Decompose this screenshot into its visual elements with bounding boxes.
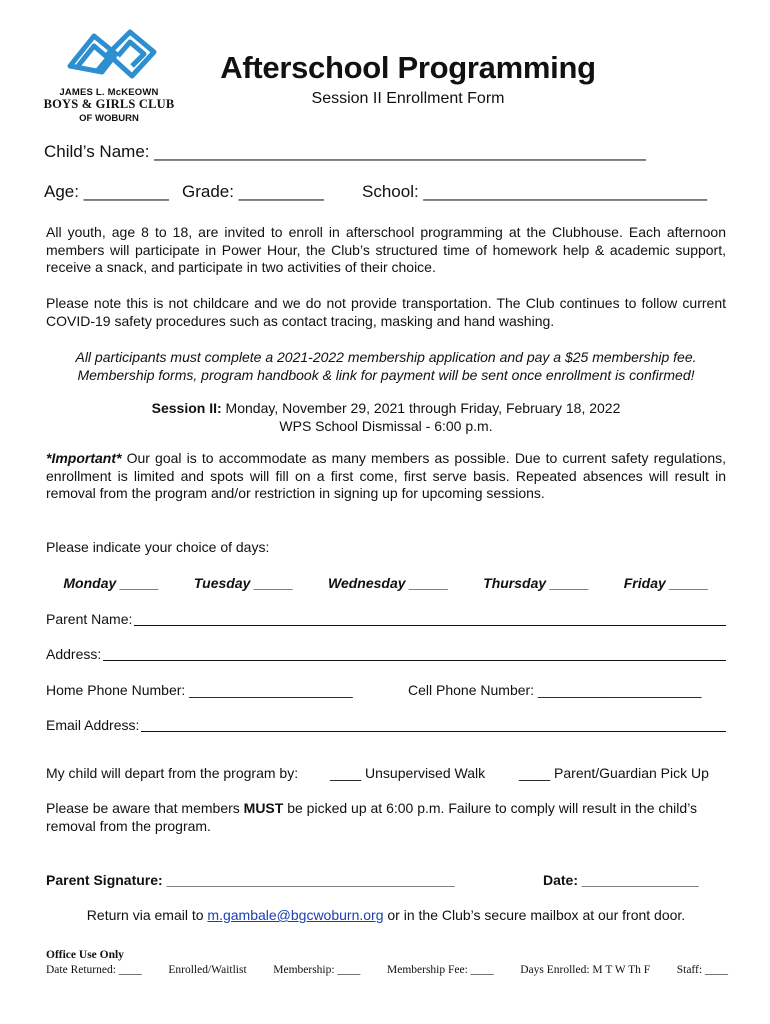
logo-text-line3: OF WOBURN xyxy=(79,113,139,124)
cell-phone-field[interactable]: Cell Phone Number: _____________________ xyxy=(408,682,702,698)
pickup-notice xyxy=(46,800,726,835)
page-title: Afterschool Programming xyxy=(220,50,596,85)
address-field[interactable] xyxy=(46,646,726,662)
address-label: Address: xyxy=(46,646,102,662)
departure-prompt: My child will depart from the program by: xyxy=(46,765,299,781)
important-label: *Important* xyxy=(46,450,122,466)
membership-line-1: All participants must complete a 2021-2022 membership application and pay a $25 membership fee. xyxy=(75,349,697,365)
important-text: Our goal is to accommodate as many members as possible. Due to current safety regulations, enrollment is limited and spots will fill on a first come, first serve basis. Repeated absences will result in removal from the program and/or restriction in signing up for upcoming sessions. xyxy=(46,450,726,501)
email-field[interactable] xyxy=(46,717,726,733)
logo-text-line2: BOYS & GIRLS CLUB xyxy=(43,97,175,111)
page-subtitle: Session II Enrollment Form xyxy=(311,90,505,107)
parent-name-label: Parent Name: xyxy=(46,611,133,627)
date-field[interactable]: Date: _______________ xyxy=(543,872,699,888)
days-choice-row xyxy=(46,575,726,591)
pickup-notice-after: be picked up at 6:00 p.m. Failure to comply will result in the child’s removal from the program. xyxy=(46,800,698,834)
note-paragraph: Please note this is not childcare and we do not provide transportation. The Club continues to follow current COVID-19 safety procedures such as contact tracing, masking and hand washing. xyxy=(46,295,726,329)
parent-name-line[interactable] xyxy=(134,611,726,626)
logo-text-line1: JAMES L. McKEOWN xyxy=(59,87,159,98)
return-email-link[interactable]: m.gambale@bgcwoburn.org xyxy=(207,907,384,923)
pickup-notice-must: MUST xyxy=(243,800,284,816)
address-line[interactable] xyxy=(103,646,726,661)
parent-signature-field[interactable]: Parent Signature: _____________________________________ xyxy=(46,872,455,888)
email-label: Email Address: xyxy=(46,717,140,733)
office-staff: Staff: ____ xyxy=(676,964,728,976)
office-days-enrolled: Days Enrolled: M T W Th F xyxy=(520,964,651,976)
dismissal-line: WPS School Dismissal - 6:00 p.m. xyxy=(279,418,493,434)
return-before: Return via email to xyxy=(86,907,208,923)
day-friday[interactable]: Friday _____ xyxy=(623,575,709,591)
day-monday[interactable]: Monday _____ xyxy=(63,575,160,591)
session-dates: Monday, November 29, 2021 through Friday, February 18, 2022 xyxy=(221,400,621,416)
day-thursday[interactable]: Thursday _____ xyxy=(483,575,589,591)
return-instructions xyxy=(46,907,726,925)
club-logo-icon xyxy=(64,26,160,88)
email-line[interactable] xyxy=(141,717,726,732)
day-tuesday[interactable]: Tuesday _____ xyxy=(193,575,294,591)
office-enrolled: Enrolled/Waitlist xyxy=(168,964,247,976)
pickup-notice-before: Please be aware that members xyxy=(46,800,244,816)
return-after: or in the Club’s secure mailbox at our front door. xyxy=(383,907,686,923)
day-wednesday[interactable]: Wednesday _____ xyxy=(328,575,449,591)
school-field[interactable]: School: ______________________________ xyxy=(362,182,708,201)
important-paragraph xyxy=(46,450,726,503)
office-membership: Membership: ____ xyxy=(273,964,361,976)
grade-field[interactable]: Grade: _________ xyxy=(182,182,324,201)
days-prompt: Please indicate your choice of days: xyxy=(46,539,270,555)
office-membership-fee: Membership Fee: ____ xyxy=(387,964,494,976)
departure-pickup-option[interactable]: ____ Parent/Guardian Pick Up xyxy=(519,765,709,781)
departure-walk-option[interactable]: ____ Unsupervised Walk xyxy=(330,765,486,781)
home-phone-field[interactable]: Home Phone Number: _____________________ xyxy=(46,682,353,698)
session-label: Session II: xyxy=(151,400,222,416)
intro-paragraph: All youth, age 8 to 18, are invited to enroll in afterschool programming at the Clubhouse. Each afternoon members will participate in Power Hour, the Club’s structured time of homework help & academic support, receive a snack, and participate in two activities of their choice. xyxy=(46,224,726,275)
office-use-heading: Office Use Only xyxy=(46,949,124,961)
session-line xyxy=(46,400,726,418)
membership-line-2: Membership forms, program handbook & link for payment will be sent once enrollment is confirmed! xyxy=(77,367,695,383)
office-date-returned: Date Returned: ____ xyxy=(46,964,142,976)
child-name-field[interactable]: Child’s Name: ____________________________________________________ xyxy=(44,142,646,161)
parent-name-field[interactable] xyxy=(46,611,726,627)
office-use-row xyxy=(46,964,728,976)
age-field[interactable]: Age: _________ xyxy=(44,182,169,201)
